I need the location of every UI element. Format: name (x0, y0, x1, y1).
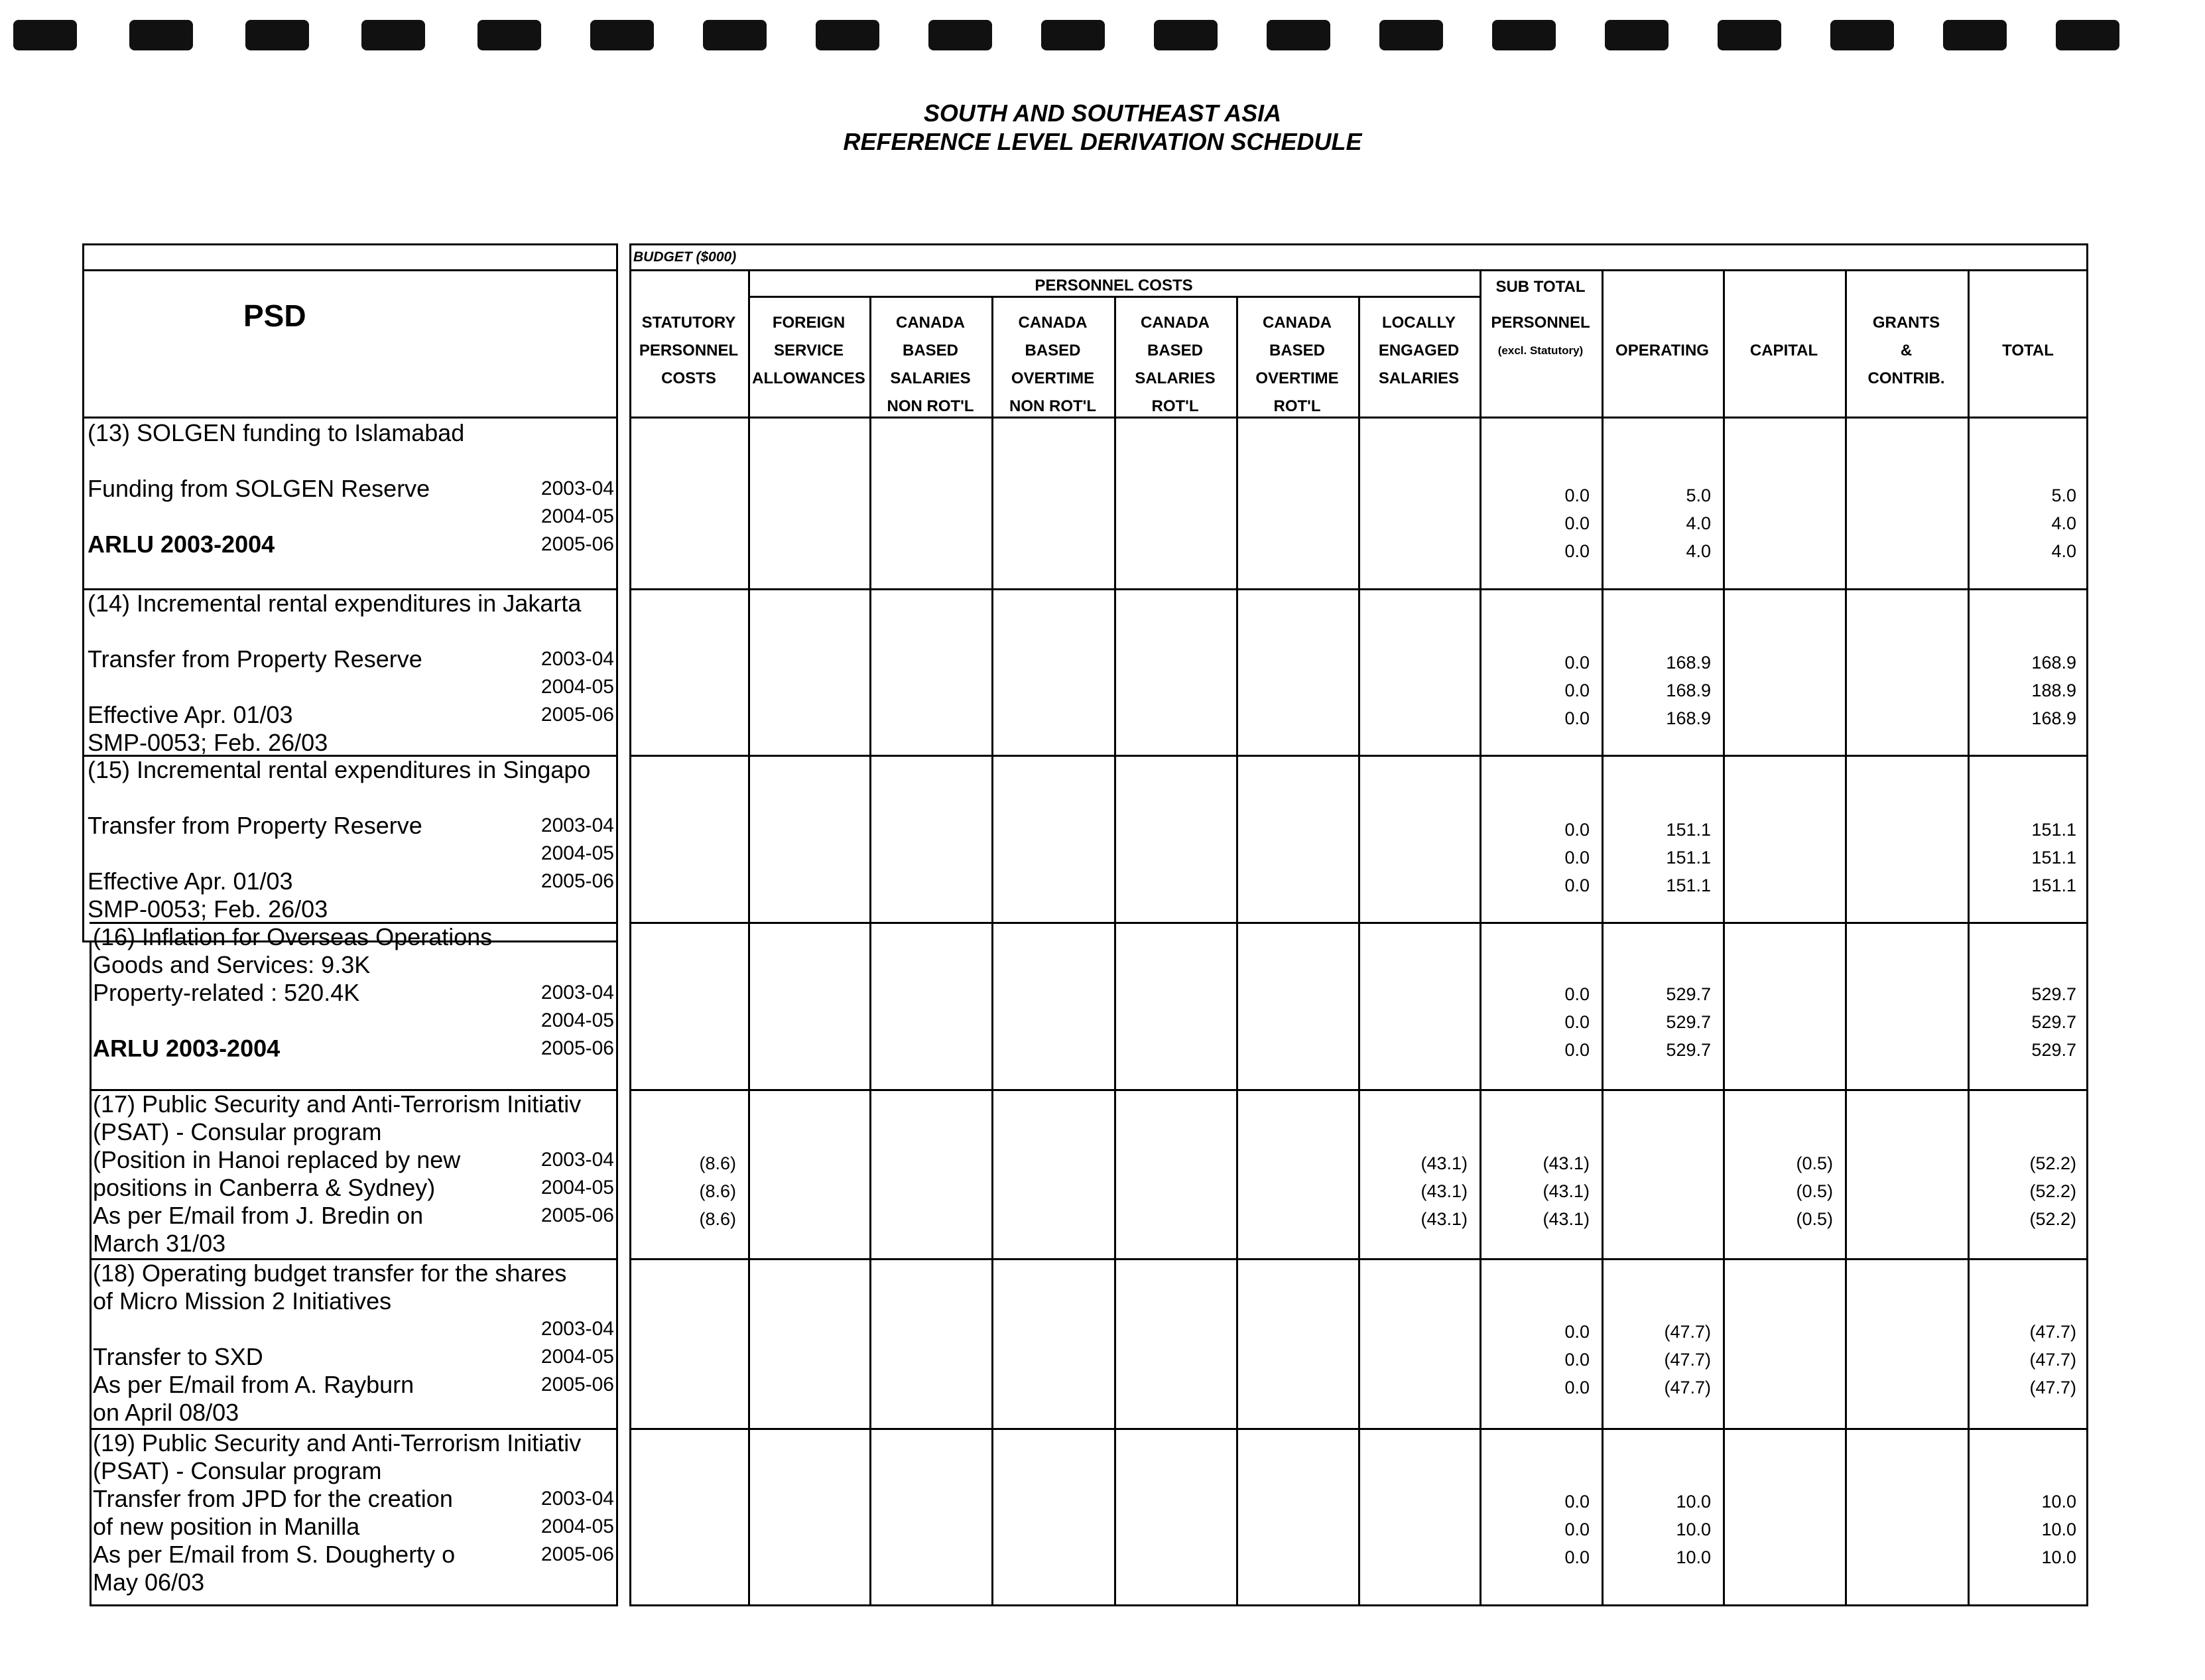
value-cell: (8.6) (699, 1153, 736, 1173)
value-cell: 529.7 (1666, 1012, 1711, 1032)
value-cell: (43.1) (1420, 1153, 1468, 1173)
fiscal-year: 2003-04 (540, 1318, 614, 1340)
column-header-text: CAPITAL (1749, 342, 1818, 359)
fiscal-year: 2004-05 (540, 1009, 614, 1031)
fiscal-year: 2005-06 (540, 870, 614, 892)
section-line-text: Goods and Services: 9.3K (93, 951, 371, 978)
fiscal-year: 2004-05 (540, 1346, 614, 1368)
section-line-text: (18) Operating budget transfer for the shares (93, 1260, 567, 1287)
value-cell: 5.0 (1686, 485, 1711, 505)
value-cell: 0.0 (1564, 848, 1590, 868)
section-line-text: Effective Apr. 01/03 (88, 701, 293, 728)
value-cell: 10.0 (2041, 1547, 2076, 1567)
section-line-text: (16) Inflation for Overseas Operations (93, 923, 493, 950)
row-divider (629, 755, 2088, 757)
column-header-text: ALLOWANCES (752, 369, 865, 387)
value-cell: (52.2) (2029, 1153, 2076, 1173)
column-header-text: NON ROT'L (1009, 397, 1097, 415)
column-header-text: SALARIES (890, 369, 971, 387)
value-cell: 168.9 (2031, 708, 2076, 728)
column-header-text: SERVICE (774, 342, 844, 359)
value-cell: 10.0 (2041, 1492, 2076, 1512)
column-divider (1968, 269, 1970, 1606)
column-header-text: NON ROT'L (887, 397, 974, 415)
section-line-text: Transfer from JPD for the creation (93, 1485, 453, 1512)
binder-hole (245, 20, 309, 50)
section-line-text: Funding from SOLGEN Reserve (88, 475, 430, 502)
section-line-text: ARLU 2003-2004 (88, 531, 275, 558)
section-line-text: Effective Apr. 01/03 (88, 868, 293, 895)
value-cell: (8.6) (699, 1181, 736, 1201)
value-cell: 151.1 (2031, 820, 2076, 840)
column-divider (748, 269, 750, 1606)
column-header-text: STATUTORY (641, 314, 736, 332)
column-header-text: OVERTIME (1011, 369, 1095, 387)
column-header-text: CANADA (1018, 314, 1088, 332)
value-cell: 0.0 (1564, 1040, 1590, 1060)
value-cell: 4.0 (2051, 541, 2076, 561)
value-cell: 168.9 (1666, 708, 1711, 728)
section-line-text: (17) Public Security and Anti-Terrorism Initiativ (93, 1090, 582, 1118)
row-divider (629, 1258, 2088, 1260)
value-cell: (47.7) (2029, 1350, 2076, 1370)
binder-hole (1943, 20, 2007, 50)
value-cell: (47.7) (1664, 1378, 1711, 1397)
column-header-text: & (1900, 342, 1913, 359)
column-header-text: OPERATING (1615, 342, 1709, 359)
row-divider (629, 1089, 2088, 1091)
column-header-text: CANADA (1263, 314, 1332, 332)
value-cell: 10.0 (2041, 1519, 2076, 1539)
binder-hole (2056, 20, 2119, 50)
column-divider (1845, 269, 1847, 1606)
value-cell: (0.5) (1796, 1181, 1833, 1201)
section-line-text: Transfer to SXD (93, 1343, 263, 1370)
section-line-text: ARLU 2003-2004 (93, 1035, 281, 1062)
section-line-text: (13) SOLGEN funding to Islamabad (88, 419, 465, 446)
column-header-text: PERSONNEL (1491, 314, 1590, 332)
column-divider (1480, 269, 1481, 1606)
row-divider (629, 922, 2088, 924)
column-divider (1723, 269, 1725, 1606)
section-line-text: (Position in Hanoi replaced by new (93, 1146, 461, 1173)
value-cell: 0.0 (1564, 680, 1590, 700)
column-header-text: FOREIGN (772, 314, 846, 332)
value-cell: 0.0 (1564, 541, 1590, 561)
personnel-costs-label: PERSONNEL COSTS (1035, 277, 1193, 294)
fiscal-year: 2004-05 (540, 676, 614, 698)
value-cell: 0.0 (1564, 708, 1590, 728)
row-divider (629, 1428, 2088, 1430)
column-divider (869, 296, 871, 1606)
fiscal-year: 2005-06 (540, 1374, 614, 1395)
column-header-text: BASED (1025, 342, 1081, 359)
value-cell: 151.1 (1666, 820, 1711, 840)
binder-hole (816, 20, 879, 50)
binder-hole (1154, 20, 1218, 50)
fiscal-year: 2003-04 (540, 814, 614, 836)
fiscal-year: 2005-06 (540, 533, 614, 555)
section-line-text: As per E/mail from J. Bredin on (93, 1202, 424, 1229)
fiscal-year: 2005-06 (540, 704, 614, 726)
fiscal-year: 2004-05 (540, 1177, 614, 1198)
section-line-text: As per E/mail from S. Dougherty o (93, 1541, 456, 1568)
column-header-text: CONTRIB. (1867, 369, 1945, 387)
binder-hole (477, 20, 541, 50)
section-line-text: (PSAT) - Consular program (93, 1457, 382, 1484)
section-line-text: of new position in Manilla (93, 1513, 360, 1540)
binder-hole (1605, 20, 1669, 50)
value-cell: (43.1) (1543, 1153, 1590, 1173)
left-header-rule (82, 269, 618, 271)
value-cell: 529.7 (2031, 1012, 2076, 1032)
budget-label: BUDGET ($000) (633, 249, 737, 265)
fiscal-year: 2004-05 (540, 1516, 614, 1537)
value-cell: 168.9 (1666, 680, 1711, 700)
column-header-text: COSTS (661, 369, 716, 387)
page-subtitle: REFERENCE LEVEL DERIVATION SCHEDULE (843, 128, 1362, 155)
fiscal-year: 2005-06 (540, 1204, 614, 1226)
section-line-text: March 31/03 (93, 1230, 226, 1257)
fiscal-year: 2005-06 (540, 1543, 614, 1565)
binder-hole (703, 20, 767, 50)
section-line-text: of Micro Mission 2 Initiatives (93, 1287, 392, 1315)
section-line-text: (14) Incremental rental expenditures in Jakarta (88, 590, 582, 617)
value-cell: 0.0 (1564, 653, 1590, 673)
value-cell: 0.0 (1564, 485, 1590, 505)
section-line-text: Transfer from Property Reserve (88, 812, 422, 839)
value-cell: (47.7) (1664, 1350, 1711, 1370)
fiscal-year: 2003-04 (540, 478, 614, 499)
binder-hole (1267, 20, 1330, 50)
value-cell: 0.0 (1564, 1012, 1590, 1032)
fiscal-year: 2003-04 (540, 1488, 614, 1510)
value-cell: 10.0 (1676, 1547, 1711, 1567)
section-line-text: Property-related : 520.4K (93, 979, 360, 1006)
value-cell: 168.9 (2031, 653, 2076, 673)
column-header-text: BASED (1147, 342, 1203, 359)
value-cell: 5.0 (2051, 485, 2076, 505)
binder-hole (1830, 20, 1894, 50)
binder-holes (0, 20, 2205, 60)
binder-hole (928, 20, 992, 50)
value-cell: (47.7) (2029, 1378, 2076, 1397)
fiscal-year: 2003-04 (540, 982, 614, 1003)
value-cell: (52.2) (2029, 1181, 2076, 1201)
value-cell: 0.0 (1564, 1378, 1590, 1397)
column-header-text: BASED (1269, 342, 1325, 359)
value-cell: (43.1) (1543, 1181, 1590, 1201)
fiscal-year: 2004-05 (540, 505, 614, 527)
column-header-text: OVERTIME (1255, 369, 1339, 387)
section-line-text: Transfer from Property Reserve (88, 645, 422, 673)
column-header-text: LOCALLY (1381, 314, 1456, 332)
column-divider (1602, 269, 1604, 1606)
value-cell: 4.0 (1686, 513, 1711, 533)
value-cell: 529.7 (2031, 984, 2076, 1004)
subtotal-label: SUB TOTAL (1495, 278, 1586, 296)
column-header-text: TOTAL (2002, 342, 2054, 359)
column-header-text: GRANTS (1872, 314, 1940, 332)
column-header-text: ROT'L (1151, 397, 1199, 415)
column-header-text: BASED (902, 342, 958, 359)
binder-hole (1379, 20, 1443, 50)
value-cell: 0.0 (1564, 1350, 1590, 1370)
column-header-text: ROT'L (1273, 397, 1321, 415)
section-line-text: on April 08/03 (93, 1399, 239, 1426)
value-cell: 0.0 (1564, 1519, 1590, 1539)
column-header-text: SALARIES (1135, 369, 1216, 387)
section-line-text: (PSAT) - Consular program (93, 1118, 382, 1145)
column-header-text: CANADA (896, 314, 965, 332)
column-divider (1358, 296, 1360, 1606)
section-line-text: May 06/03 (93, 1569, 205, 1596)
column-divider (991, 296, 993, 1606)
column-header-text: SALARIES (1378, 369, 1460, 387)
value-cell: 529.7 (2031, 1040, 2076, 1060)
fiscal-year: 2003-04 (540, 648, 614, 670)
binder-hole (1718, 20, 1781, 50)
value-cell: 0.0 (1564, 1547, 1590, 1567)
psd-header: PSD (243, 298, 306, 333)
column-divider (1114, 296, 1116, 1606)
value-cell: 10.0 (1676, 1492, 1711, 1512)
binder-hole (1492, 20, 1556, 50)
binder-hole (590, 20, 654, 50)
fiscal-year: 2003-04 (540, 1149, 614, 1171)
left-header-bottom (82, 417, 618, 419)
value-cell: (52.2) (2029, 1209, 2076, 1229)
binder-hole (13, 20, 77, 50)
value-cell: 151.1 (2031, 875, 2076, 895)
section-line-text: SMP-0053; Feb. 26/03 (88, 729, 328, 756)
column-header-text: ENGAGED (1378, 342, 1460, 359)
value-cell: (0.5) (1796, 1153, 1833, 1173)
value-cell: 0.0 (1564, 513, 1590, 533)
value-cell: (0.5) (1796, 1209, 1833, 1229)
binder-hole (129, 20, 193, 50)
column-header-text: (excl. Statutory) (1497, 344, 1584, 357)
column-header-text: PERSONNEL (639, 342, 739, 359)
binder-hole (361, 20, 425, 50)
value-cell: 529.7 (1666, 1040, 1711, 1060)
value-cell: 151.1 (1666, 848, 1711, 868)
value-cell: (8.6) (699, 1209, 736, 1229)
section-line-text: (15) Incremental rental expenditures in Singapo (88, 756, 591, 783)
value-cell: 4.0 (1686, 541, 1711, 561)
section-line-text: positions in Canberra & Sydney) (93, 1174, 436, 1201)
value-cell: 529.7 (1666, 984, 1711, 1004)
section-line-text: SMP-0053; Feb. 26/03 (88, 895, 328, 923)
fiscal-year: 2005-06 (540, 1037, 614, 1059)
binder-hole (1041, 20, 1105, 50)
value-cell: (43.1) (1420, 1181, 1468, 1201)
column-divider (1236, 296, 1238, 1606)
budget-header-rule (629, 269, 2088, 271)
value-cell: 10.0 (1676, 1519, 1711, 1539)
value-cell: (47.7) (2029, 1322, 2076, 1342)
row-divider (629, 588, 2088, 590)
section-line-text: As per E/mail from A. Rayburn (93, 1371, 414, 1398)
value-cell: 151.1 (2031, 848, 2076, 868)
value-cell: (43.1) (1543, 1209, 1590, 1229)
value-cell: 4.0 (2051, 513, 2076, 533)
section-line-text: (19) Public Security and Anti-Terrorism Initiativ (93, 1429, 582, 1456)
column-header-text: CANADA (1141, 314, 1210, 332)
value-cell: 0.0 (1564, 875, 1590, 895)
value-cell: 0.0 (1564, 1322, 1590, 1342)
value-cell: 168.9 (1666, 653, 1711, 673)
value-cell: 0.0 (1564, 820, 1590, 840)
value-cell: (47.7) (1664, 1322, 1711, 1342)
page-title: SOUTH AND SOUTHEAST ASIA (923, 99, 1282, 127)
value-cell: 151.1 (1666, 875, 1711, 895)
value-cell: 0.0 (1564, 1492, 1590, 1512)
fiscal-year: 2004-05 (540, 842, 614, 864)
value-cell: 188.9 (2031, 680, 2076, 700)
value-cell: 0.0 (1564, 984, 1590, 1004)
value-cell: (43.1) (1420, 1209, 1468, 1229)
